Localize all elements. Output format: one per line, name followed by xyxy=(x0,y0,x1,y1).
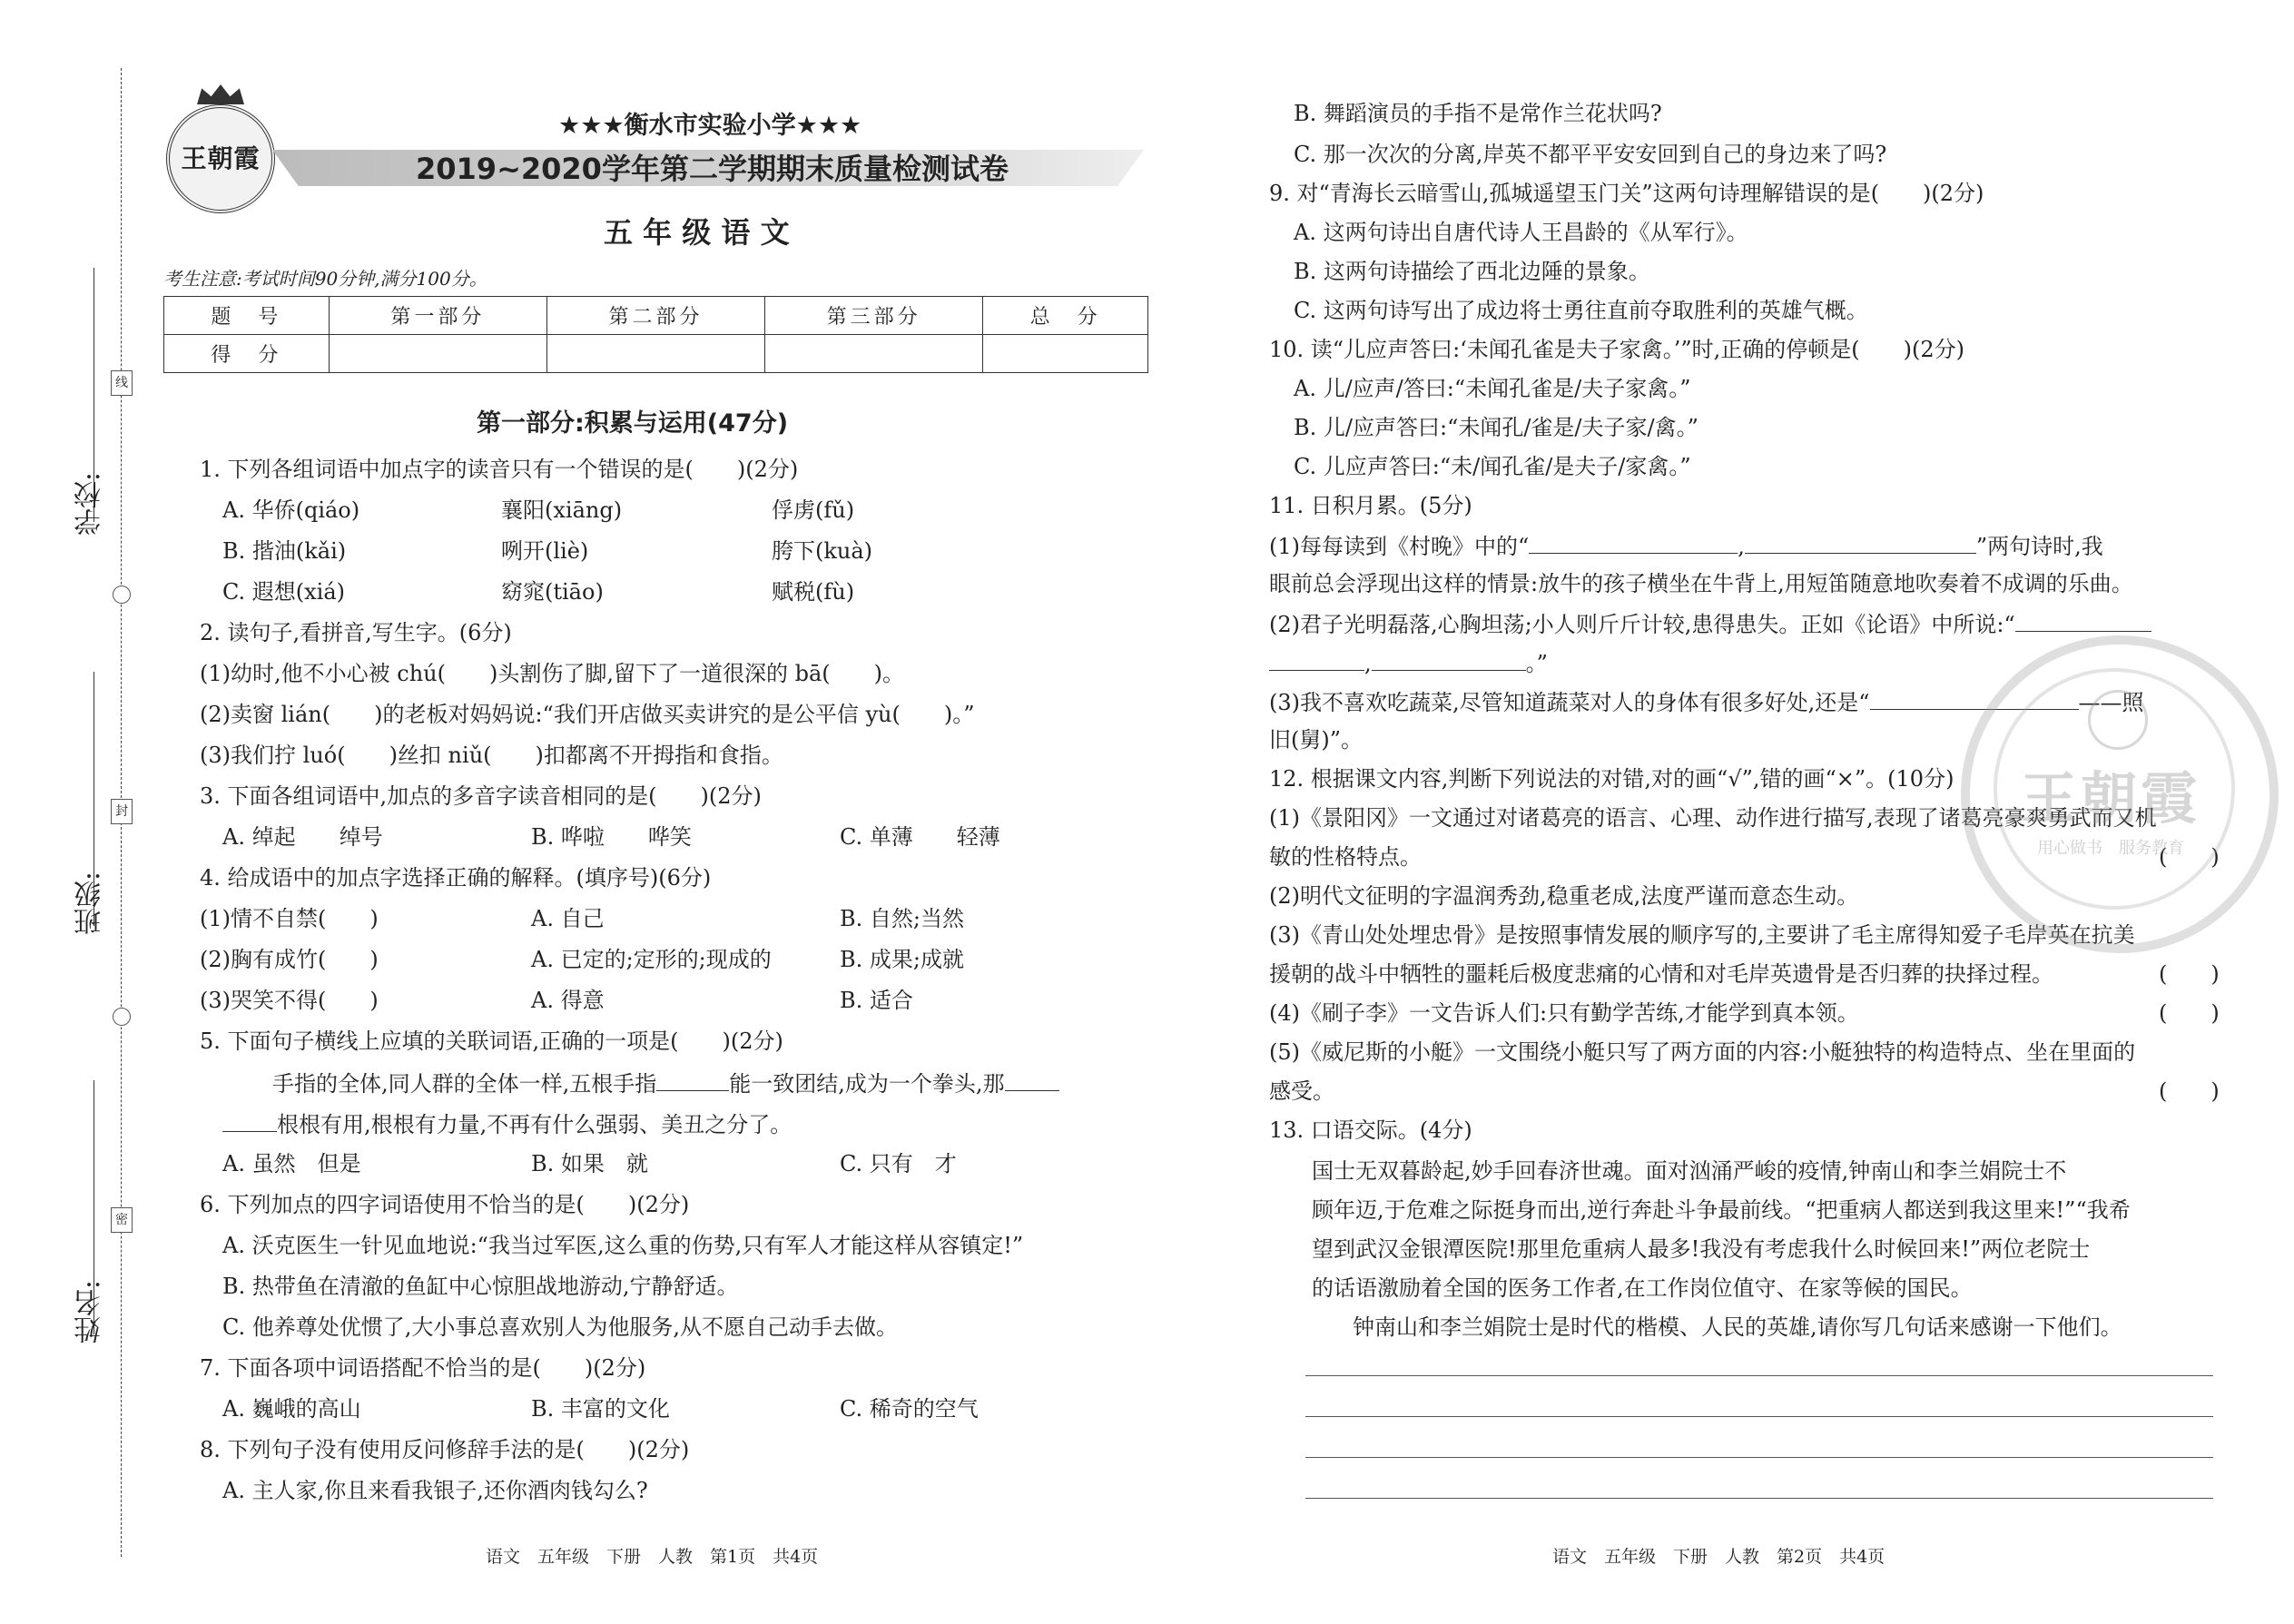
q11-text: , xyxy=(1364,651,1372,676)
q13-prompt: 钟南山和李兰娟院士是时代的楷模、人民的英雄,请你写几句话来感谢一下他们。 xyxy=(1353,1314,2122,1340)
q4-item: (2)胸有成竹( ) xyxy=(200,947,379,972)
q12-item: (5)《威尼斯的小艇》一文围绕小艇只写了两方面的内容:小艇独特的构造特点、坐在里面的 xyxy=(1269,1039,2136,1065)
answer-line[interactable] xyxy=(1305,1375,2213,1376)
q12-answer-paren[interactable]: ( ) xyxy=(2159,961,2220,987)
score-cell: 总 分 xyxy=(983,297,1148,335)
q11-text: (3)我不喜欢吃蔬菜,尽管知道蔬菜对人的身体有很多好处,还是“ xyxy=(1269,690,1870,715)
q4-option: A. 已定的;定形的;现成的 xyxy=(531,947,772,972)
q2-item: (1)幼时,他不小心被 chú( )头割伤了脚,留下了一道很深的 bā( )。 xyxy=(200,661,904,686)
score-cell: 第二部分 xyxy=(546,297,764,335)
q4-option: B. 适合 xyxy=(840,988,913,1013)
q12-item: (4)《刷子李》一文告诉人们:只有勤学苦练,才能学到真本领。 xyxy=(1269,1000,1859,1026)
q13-passage: 国士无双暮龄起,妙手回春济世魂。面对汹涌严峻的疫情,钟南山和李兰娟院士不 xyxy=(1312,1158,2067,1184)
q12-item: 敏的性格特点。 xyxy=(1269,844,1422,870)
q8-option: C. 那一次次的分离,岸英不都平平安安回到自己的身边来了吗? xyxy=(1294,142,1887,167)
binding-mark-feng: 封 xyxy=(111,799,133,824)
q11-item-1-cont: 眼前总会浮现出这样的情景:放牛的孩子横坐在牛背上,用短笛随意地吹奏着不成调的乐曲。 xyxy=(1269,571,2133,596)
q3-option: C. 单薄 轻薄 xyxy=(840,824,1000,850)
q9-option: A. 这两句诗出自唐代诗人王昌龄的《从军行》。 xyxy=(1294,220,1748,245)
q11-blank[interactable] xyxy=(1745,531,1976,554)
q5-blank[interactable] xyxy=(1005,1068,1059,1091)
q6-option: A. 沃克医生一针见血地说:“我当过军医,这么重的伤势,只有军人才能这样从容镇定!” xyxy=(222,1233,1024,1258)
q11-blank[interactable] xyxy=(2015,609,2151,632)
name-label: 姓名: xyxy=(74,1280,106,1344)
school-label: 学校: xyxy=(74,472,106,536)
q1-option: 俘虏(fǔ) xyxy=(772,497,855,523)
subject-title: 五 年 级 语 文 xyxy=(604,215,790,250)
q2-item: (3)我们拧 luó( )丝扣 niǔ( )扣都离不开拇指和食指。 xyxy=(200,743,783,768)
score-input-cell[interactable] xyxy=(546,335,764,373)
score-input-cell[interactable] xyxy=(765,335,983,373)
school-name: ★★★衡水市实验小学★★★ xyxy=(558,112,862,140)
logo-text: 王朝霞 xyxy=(181,143,261,173)
exam-title: 2019~2020学年第二学期期末质量检测试卷 xyxy=(416,152,1009,186)
q11-blank[interactable] xyxy=(1372,648,1526,671)
q1-option: B. 揩油(kǎi) xyxy=(222,538,347,564)
score-cell: 第一部分 xyxy=(329,297,546,335)
q5-option: A. 虽然 但是 xyxy=(222,1151,361,1176)
q3-stem: 3. 下面各组词语中,加点的多音字读音相同的是( )(2分) xyxy=(200,783,762,809)
q8-stem: 8. 下列句子没有使用反问修辞手法的是( )(2分) xyxy=(200,1437,690,1462)
page-footer-right: 语文 五年级 下册 人教 第2页 共4页 xyxy=(1552,1547,1885,1567)
q1-option: A. 华侨(qiáo) xyxy=(222,497,360,523)
q12-answer-paren[interactable]: ( ) xyxy=(2159,844,2220,870)
q4-item: (1)情不自禁( ) xyxy=(200,906,379,931)
q7-option: A. 巍峨的高山 xyxy=(222,1396,361,1422)
q12-answer-paren[interactable]: ( ) xyxy=(2159,1000,2220,1026)
class-label: 班级: xyxy=(74,871,106,936)
q5-blank[interactable] xyxy=(222,1109,277,1132)
q11-text: , xyxy=(1738,534,1745,559)
q7-option: C. 稀奇的空气 xyxy=(840,1396,979,1422)
binding-mark-xian: 线 xyxy=(111,370,133,396)
q9-stem: 9. 对“青海长云暗雪山,孤城遥望玉门关”这两句诗理解错误的是( )(2分) xyxy=(1269,181,1984,206)
score-input-cell[interactable] xyxy=(329,335,546,373)
exam-notice: 考生注意:考试时间90分钟,满分100分。 xyxy=(163,268,487,290)
score-cell: 第三部分 xyxy=(765,297,983,335)
q7-stem: 7. 下面各项中词语搭配不恰当的是( )(2分) xyxy=(200,1355,646,1381)
logo-crown xyxy=(197,84,244,104)
q4-option: A. 得意 xyxy=(531,988,605,1013)
binding-hole-2 xyxy=(113,1008,131,1026)
q13-passage: 望到武汉金银潭医院!那里危重病人最多!我没有考虑我什么时候回来!”两位老院士 xyxy=(1312,1236,2091,1262)
q7-option: B. 丰富的文化 xyxy=(531,1396,670,1422)
q11-item-3-cont: 旧(舅)”。 xyxy=(1269,727,1363,753)
logo-badge xyxy=(166,104,275,213)
q5-text: 手指的全体,同人群的全体一样,五根手指 xyxy=(272,1071,657,1097)
q3-option: B. 哗啦 哗笑 xyxy=(531,824,692,850)
q4-option: B. 自然;当然 xyxy=(840,906,964,931)
q12-item: (1)《景阳冈》一文通过对诸葛亮的语言、心理、动作进行描写,表现了诸葛亮豪爽勇武而又机 xyxy=(1269,805,2157,831)
watermark-stamp xyxy=(1961,635,2279,953)
q8-option: B. 舞蹈演员的手指不是常作兰花状吗? xyxy=(1294,101,1662,126)
q6-option: C. 他养尊处优惯了,大小事总喜欢别人为他服务,从不愿自己动手去做。 xyxy=(222,1314,899,1340)
q10-option: B. 儿/应声答曰:“未闻孔/雀是/夫子家/禽。” xyxy=(1294,415,1698,440)
q5-option: B. 如果 就 xyxy=(531,1151,648,1176)
q11-text: (2)君子光明磊落,心胸坦荡;小人则斤斤计较,患得患失。正如《论语》中所说:“ xyxy=(1269,612,2015,637)
q12-answer-paren[interactable]: ( ) xyxy=(2159,1078,2220,1104)
q11-stem: 11. 日积月累。(5分) xyxy=(1269,493,1472,518)
q12-item: 感受。 xyxy=(1269,1078,1334,1104)
answer-line[interactable] xyxy=(1305,1457,2213,1458)
q12-item: (3)《青山处处埋忠骨》是按照事情发展的顺序写的,主要讲了毛主席得知爱子毛岸英在抗美 xyxy=(1269,922,2135,948)
q12-item: (2)明代文征明的字温润秀劲,稳重老成,法度严谨而意态生动。 xyxy=(1269,883,1859,909)
q10-stem: 10. 读“儿应声答曰:‘未闻孔雀是夫子家禽。’”时,正确的停顿是( )(2分) xyxy=(1269,337,1965,362)
q5-text: 根根有用,根根有力量,不再有什么强弱、美丑之分了。 xyxy=(277,1112,793,1137)
q5-text: 能一致团结,成为一个拳头,那 xyxy=(729,1071,1005,1097)
q11-item-2 xyxy=(1269,609,2151,638)
q3-option: A. 绰起 绰号 xyxy=(222,824,383,850)
score-table xyxy=(163,296,1148,373)
q11-blank[interactable] xyxy=(1529,531,1738,554)
q5-passage-line2 xyxy=(222,1109,792,1138)
score-cell: 得 分 xyxy=(164,335,330,373)
q1-option: 襄阳(xiāng) xyxy=(501,497,623,523)
q8-option: A. 主人家,你且来看我银子,还你酒肉钱勾么? xyxy=(222,1478,648,1503)
q12-stem: 12. 根据课文内容,判断下列说法的对错,对的画“√”,错的画“×”。(10分) xyxy=(1269,766,1954,792)
page-footer-left: 语文 五年级 下册 人教 第1页 共4页 xyxy=(486,1547,819,1567)
q1-option: 胯下(kuà) xyxy=(772,538,873,564)
score-table-score-row xyxy=(164,335,1148,373)
q5-option: C. 只有 才 xyxy=(840,1151,957,1176)
q13-passage: 的话语激励着全国的医务工作者,在工作岗位值守、在家等候的国民。 xyxy=(1312,1275,1973,1301)
watermark-text: 王朝霞 xyxy=(2020,765,2200,832)
q9-option: B. 这两句诗描绘了西北边陲的景象。 xyxy=(1294,259,1650,284)
q11-blank[interactable] xyxy=(1269,648,1364,671)
q10-option: C. 儿应声答曰:“未/闻孔雀/是夫子/家禽。” xyxy=(1294,454,1691,479)
answer-line[interactable] xyxy=(1305,1498,2213,1499)
q5-passage-line1 xyxy=(272,1068,1059,1097)
binding-mark-mi: 密 xyxy=(111,1207,133,1233)
q10-option: A. 儿/应声/答曰:“未闻孔雀是/夫子家禽。” xyxy=(1294,376,1691,401)
watermark-portrait-icon xyxy=(2088,690,2148,750)
score-input-cell[interactable] xyxy=(983,335,1148,373)
q11-text: 。” xyxy=(1525,651,1548,676)
q6-stem: 6. 下列加点的四字词语使用不恰当的是( )(2分) xyxy=(200,1192,690,1217)
q9-option: C. 这两句诗写出了成边将士勇往直前夺取胜利的英雄气概。 xyxy=(1294,298,1868,323)
q1-stem: 1. 下列各组词语中加点字的读音只有一个错误的是( )(2分) xyxy=(200,457,799,482)
q1-option: 窈窕(tiāo) xyxy=(501,579,604,605)
q12-item: 援朝的战斗中牺牲的噩耗后极度悲痛的心情和对毛岸英遗骨是否归葬的抉择过程。 xyxy=(1269,961,2053,987)
q2-stem: 2. 读句子,看拼音,写生字。(6分) xyxy=(200,620,512,645)
q11-text: (1)每每读到《村晚》中的“ xyxy=(1269,534,1530,559)
score-cell: 题 号 xyxy=(164,297,330,335)
q5-stem: 5. 下面句子横线上应填的关联词语,正确的一项是( )(2分) xyxy=(200,1029,783,1054)
q11-item-1 xyxy=(1269,531,2103,560)
watermark-subtext: 用心做书 服务教育 xyxy=(2037,839,2184,858)
q1-option: C. 遐想(xiá) xyxy=(222,579,346,605)
q4-option: A. 自己 xyxy=(531,906,605,931)
q4-option: B. 成果;成就 xyxy=(840,947,964,972)
q4-stem: 4. 给成语中的加点字选择正确的解释。(填序号)(6分) xyxy=(200,865,712,891)
q11-item-2-cont xyxy=(1269,648,1548,677)
q13-stem: 13. 口语交际。(4分) xyxy=(1269,1117,1472,1143)
q11-text: ——照 xyxy=(2078,690,2144,715)
q2-item: (2)卖窗 lián( )的老板对妈妈说:“我们开店做买卖讲究的是公平信 yù( )。” xyxy=(200,702,975,727)
binding-hole-1 xyxy=(113,586,131,604)
q1-option: 赋税(fù) xyxy=(772,579,855,605)
q13-passage: 顾年迈,于危难之际挺身而出,逆行奔赴斗争最前线。“把重病人都送到我这里来!”“我希 xyxy=(1312,1197,2131,1223)
answer-line[interactable] xyxy=(1305,1416,2213,1417)
q4-item: (3)哭笑不得( ) xyxy=(200,988,379,1013)
part1-title: 第一部分:积累与运用(47分) xyxy=(477,409,789,438)
q6-option: B. 热带鱼在清澈的鱼缸中心惊胆战地游动,宁静舒适。 xyxy=(222,1274,739,1299)
q1-option: 咧开(liè) xyxy=(501,538,589,564)
q11-text: ”两句诗时,我 xyxy=(1975,534,2103,559)
q5-blank[interactable] xyxy=(656,1068,729,1091)
score-table-header-row xyxy=(164,297,1148,335)
